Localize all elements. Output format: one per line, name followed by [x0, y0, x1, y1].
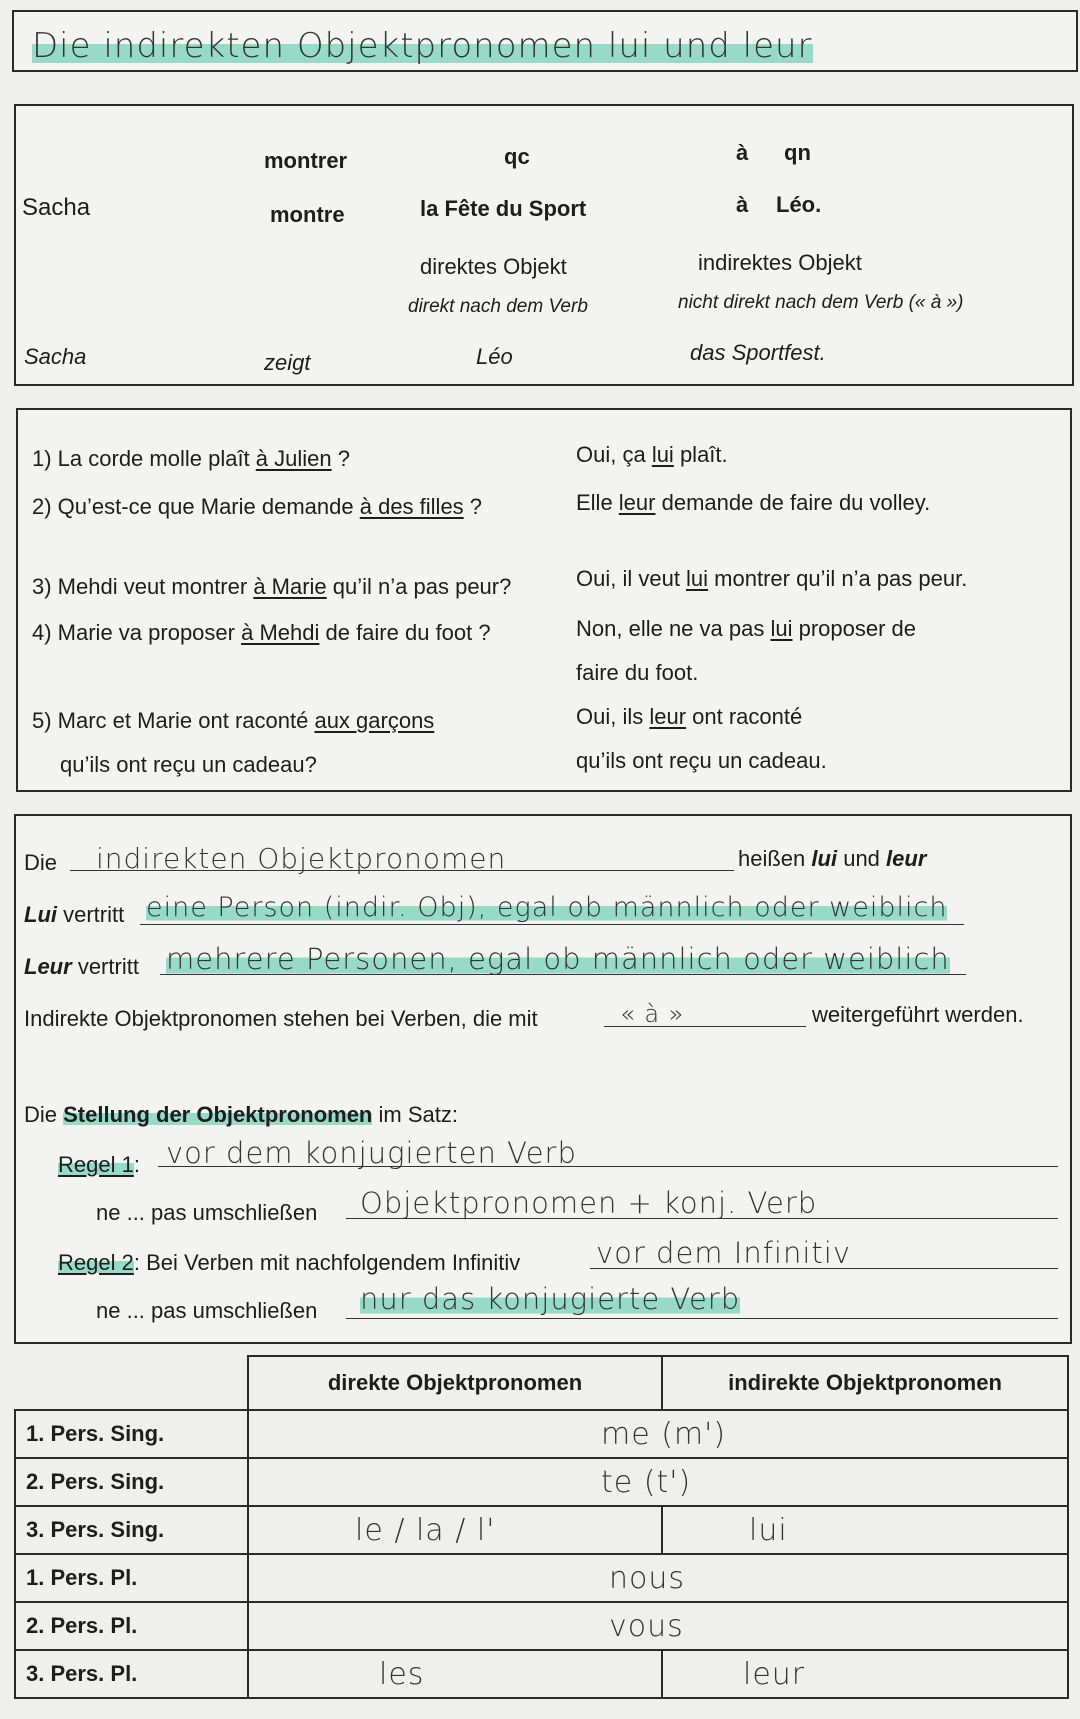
- example-a4-cont: faire du foot.: [576, 660, 699, 685]
- row-label: 3. Pers. Pl.: [15, 1650, 248, 1698]
- header-direct: direkte Objektpronomen: [248, 1356, 662, 1410]
- table-row: [15, 1410, 1068, 1458]
- r2-qn: Léo.: [776, 192, 822, 217]
- die-label: Die: [24, 850, 58, 875]
- title-box: [12, 10, 1078, 72]
- table-corner: [15, 1356, 248, 1410]
- row-direct: les: [248, 1650, 662, 1698]
- r1-obj: qc: [504, 144, 530, 169]
- die-answer: indirekten Objektpronomen: [96, 842, 507, 875]
- r1-verb: montrer: [264, 148, 348, 173]
- analysis-box: [14, 104, 1074, 386]
- table-row: [15, 1554, 1068, 1602]
- example-a3: Oui, il veut lui montrer qu’il n’a pas peur.: [576, 566, 968, 591]
- stellung-heading: Die Stellung der Objektpronomen im Satz:: [24, 1102, 458, 1127]
- lui-line: [140, 924, 964, 925]
- r1-a: à: [736, 140, 749, 165]
- r2-obj: la Fête du Sport: [420, 196, 587, 221]
- table-row: [15, 1458, 1068, 1506]
- example-q2: 2) Qu’est-ce que Marie demande à des filles ?: [32, 494, 483, 519]
- lui-answer: eine Person (indir. Obj), egal ob männlich oder weiblich: [146, 892, 948, 923]
- example-q3: 3) Mehdi veut montrer à Marie qu’il n’a pas peur?: [32, 574, 512, 599]
- row-value: vous: [248, 1602, 1068, 1650]
- leur-vertritt: Leur vertritt: [24, 954, 139, 979]
- table-row: [15, 1506, 1068, 1554]
- table-row: [15, 1602, 1068, 1650]
- row-value: te (t'): [248, 1458, 1068, 1506]
- r5-obj: Léo: [476, 344, 513, 369]
- row-indirect: lui: [662, 1506, 1068, 1554]
- leur-answer: mehrere Personen, egal ob männlich oder weiblich: [166, 942, 950, 976]
- heissen-text: heißen lui und leur: [738, 846, 927, 871]
- nepas2-answer: nur das konjugierte Verb: [360, 1282, 741, 1316]
- regel2-answer: vor dem Infinitiv: [596, 1236, 851, 1270]
- table-row: [15, 1650, 1068, 1698]
- r2-a: à: [736, 192, 749, 217]
- nepas2-line: [346, 1318, 1058, 1319]
- pronoun-table: [14, 1355, 1069, 1699]
- example-a1: Oui, ça lui plaît.: [576, 442, 728, 467]
- example-q5-cont: qu’ils ont reçu un cadeau?: [60, 752, 317, 777]
- examples-box: [16, 408, 1072, 792]
- example-a5: Oui, ils leur ont raconté: [576, 704, 803, 729]
- r5-verb: zeigt: [264, 350, 311, 375]
- row-value: nous: [248, 1554, 1068, 1602]
- page-title: Die indirekten Objektpronomen lui und leur: [32, 26, 813, 66]
- row-label: 3. Pers. Sing.: [15, 1506, 248, 1554]
- r2-subj: Sacha: [22, 194, 91, 221]
- rules-box: [14, 814, 1072, 1344]
- r1-qn: qn: [784, 140, 811, 165]
- example-q5: 5) Marc et Marie ont raconté aux garçons: [32, 708, 435, 733]
- direct-object-label: direktes Objekt: [420, 254, 567, 279]
- row-label: 1. Pers. Sing.: [15, 1410, 248, 1458]
- r2-verb: montre: [270, 202, 345, 227]
- regel2-label: Regel 2: Bei Verben mit nachfolgendem Infinitiv: [58, 1250, 521, 1275]
- indirect-object-label: indirektes Objekt: [698, 250, 862, 275]
- row-value: me (m'): [248, 1410, 1068, 1458]
- verben-answer: « à »: [620, 1000, 685, 1028]
- regel1-label: Regel 1:: [58, 1152, 140, 1177]
- example-q1: 1) La corde molle plaît à Julien ?: [32, 446, 350, 471]
- nepas1-label: ne ... pas umschließen: [96, 1200, 318, 1225]
- header-indirect: indirekte Objektpronomen: [662, 1356, 1068, 1410]
- verben-text: Indirekte Objektpronomen stehen bei Verben, die mit: [24, 1006, 538, 1031]
- lui-vertritt: Lui vertritt: [24, 902, 125, 927]
- row-label: 1. Pers. Pl.: [15, 1554, 248, 1602]
- nepas1-answer: Objektpronomen + konj. Verb: [360, 1186, 818, 1220]
- verben-post: weitergeführt werden.: [812, 1002, 1024, 1027]
- row-direct: le / la / l': [248, 1506, 662, 1554]
- indirect-position-note: nicht direkt nach dem Verb (« à »): [678, 292, 964, 313]
- row-label: 2. Pers. Sing.: [15, 1458, 248, 1506]
- example-a2: Elle leur demande de faire du volley.: [576, 490, 931, 515]
- row-indirect: leur: [662, 1650, 1068, 1698]
- nepas2-label: ne ... pas umschließen: [96, 1298, 318, 1323]
- row-label: 2. Pers. Pl.: [15, 1602, 248, 1650]
- example-a5-cont: qu’ils ont reçu un cadeau.: [576, 748, 827, 773]
- table-header-row: [15, 1356, 1068, 1410]
- regel1-answer: vor dem konjugierten Verb: [166, 1136, 577, 1170]
- example-q4: 4) Marie va proposer à Mehdi de faire du foot ?: [32, 620, 491, 645]
- r5-rest: das Sportfest.: [690, 340, 826, 365]
- direct-position-note: direkt nach dem Verb: [408, 296, 588, 317]
- example-a4: Non, elle ne va pas lui proposer de: [576, 616, 917, 641]
- r5-subj: Sacha: [24, 344, 87, 369]
